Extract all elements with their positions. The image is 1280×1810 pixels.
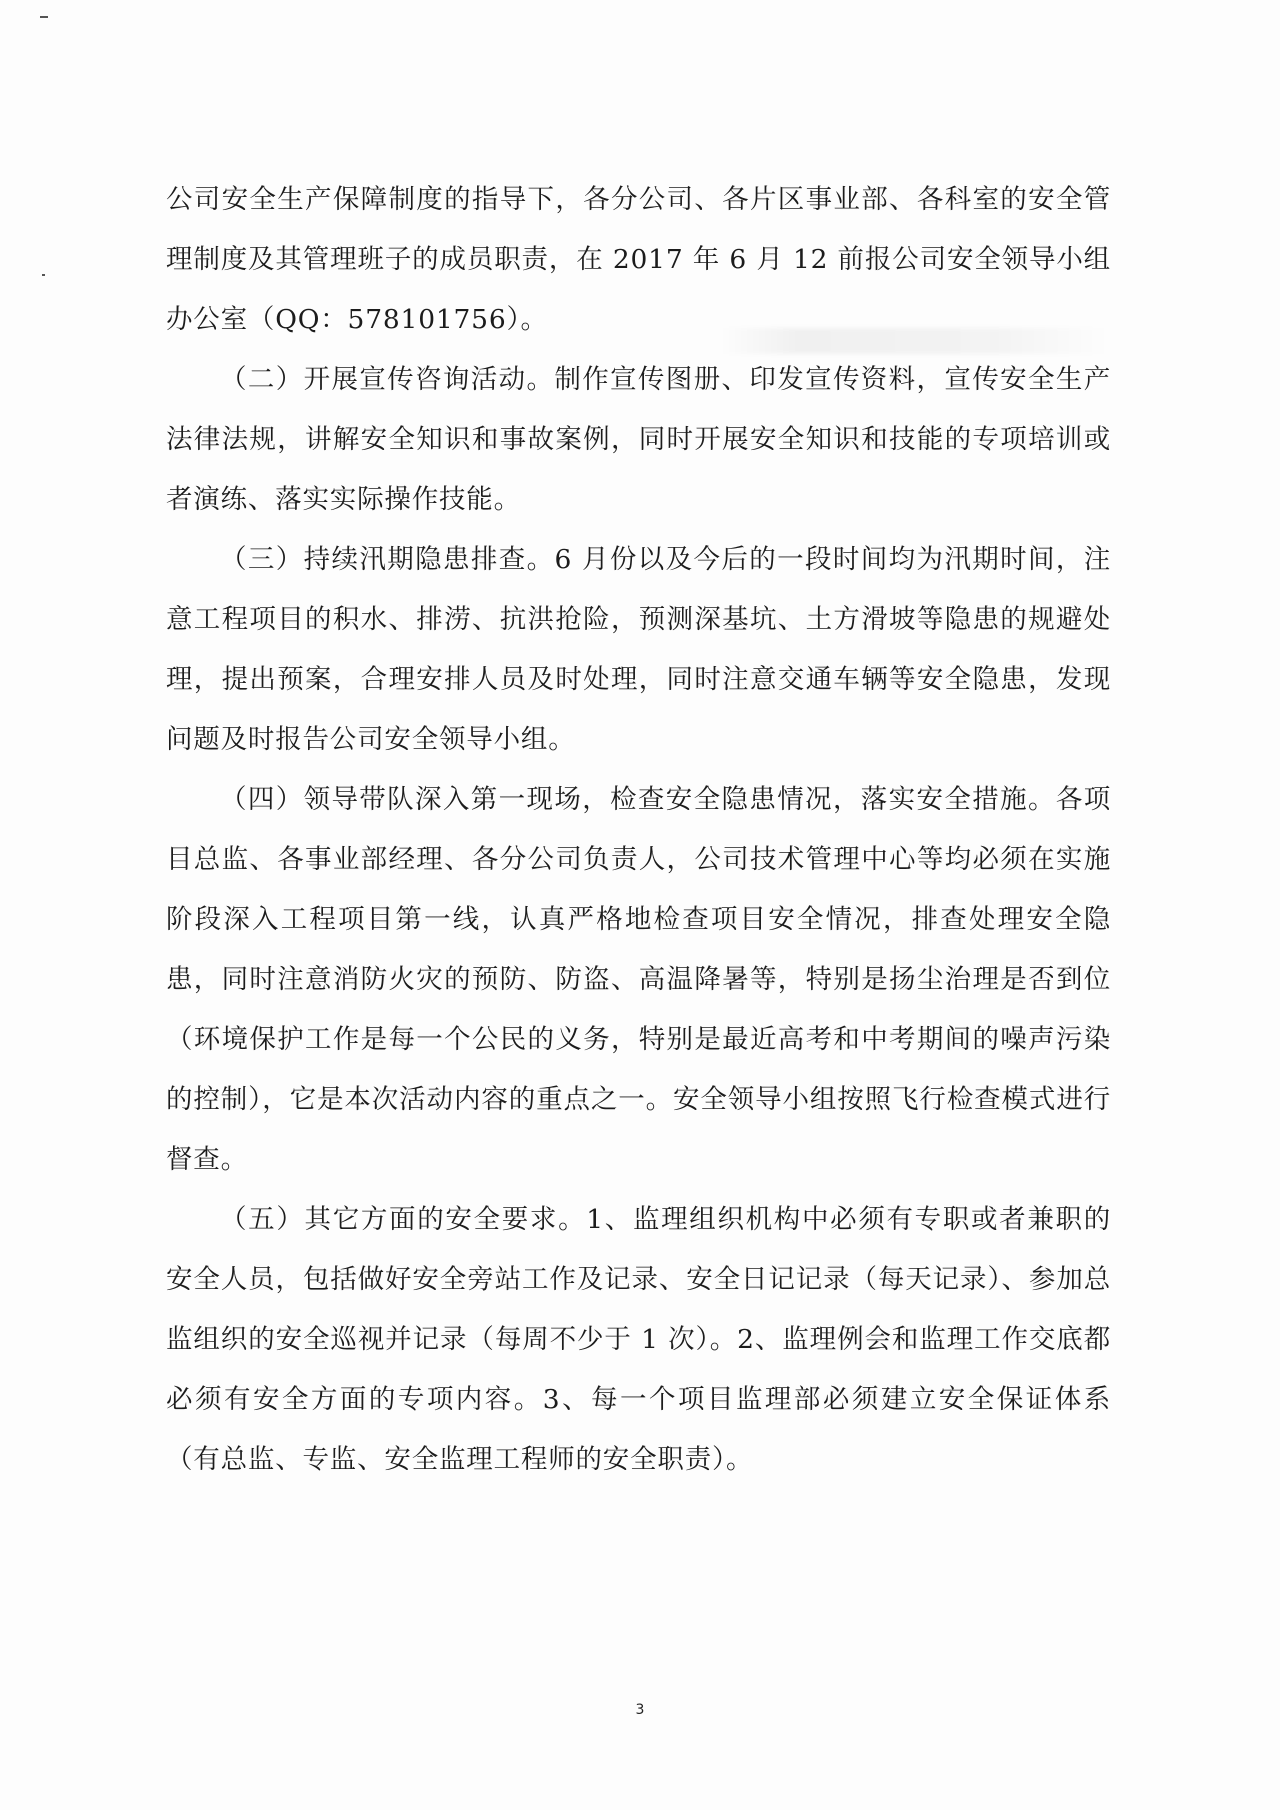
- page-number: 3: [635, 1702, 645, 1718]
- paragraph-section-5: （五）其它方面的安全要求。1、监理组织机构中必须有专职或者兼职的安全人员，包括做好安全旁站工作及记录、安全日记记录（每天记录）、参加总监组织的安全巡视并记录（每周不少于 1 次）。2、监理例会和监理工作交底都必须有安全方面的专项内容。3、每一个项目监理部必须建立安全保证体系（有总监、专监、安全监理工程师的安全职责）。: [166, 1204, 1111, 1475]
- paragraph-section-3: （三）持续汛期隐患排查。6 月份以及今后的一段时间均为汛期时间，注意工程项目的积水、排涝、抗洪抢险，预测深基坑、土方滑坡等隐患的规避处理，提出预案，合理安排人员及时处理，同时注意交通车辆等安全隐患，发现问题及时报告公司安全领导小组。: [166, 544, 1111, 755]
- paragraph-continuation: 公司安全生产保障制度的指导下，各分公司、各片区事业部、各科室的安全管理制度及其管理班子的成员职责，在 2017 年 6 月 12 前报公司安全领导小组办公室（QQ：578101756）。: [166, 184, 1111, 335]
- paragraph-section-2: （二）开展宣传咨询活动。制作宣传图册、印发宣传资料，宣传安全生产法律法规，讲解安全知识和事故案例，同时开展安全知识和技能的专项培训或者演练、落实实际操作技能。: [166, 364, 1111, 515]
- scan-mark: [42, 274, 45, 276]
- scan-mark: [40, 16, 48, 18]
- document-body: [166, 170, 1111, 1490]
- paragraph-section-4: （四）领导带队深入第一现场，检查安全隐患情况，落实安全措施。各项目总监、各事业部经理、各分公司负责人，公司技术管理中心等均必须在实施阶段深入工程项目第一线，认真严格地检查项目安全情况，排查处理安全隐患，同时注意消防火灾的预防、防盗、高温降暑等，特别是扬尘治理是否到位（环境保护工作是每一个公民的义务，特别是最近高考和中考期间的噪声污染的控制），它是本次活动内容的重点之一。安全领导小组按照飞行检查模式进行督查。: [166, 784, 1111, 1175]
